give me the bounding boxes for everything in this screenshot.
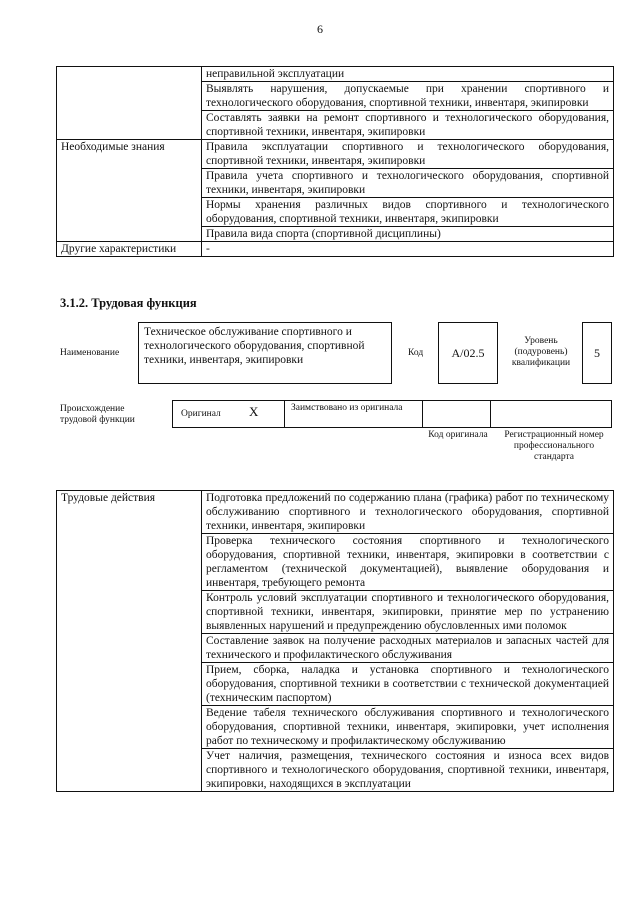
row-label-actions: Трудовые действия [57, 491, 202, 792]
table-row [57, 67, 614, 82]
original-label: Оригинал [181, 409, 221, 419]
table-row [57, 242, 614, 257]
table-cell: неправильной эксплуатации [202, 67, 614, 82]
qualification-level-box: 5 [582, 322, 612, 384]
registration-number-cell [491, 401, 611, 427]
table-cell: Составлять заявки на ремонт спортивного и технологического оборудования, спортивной техники, инвентаря, экипировки [202, 111, 614, 140]
table-row [57, 491, 614, 534]
section-title: 3.1.2. Трудовая функция [60, 296, 197, 310]
original-code-cell [423, 401, 491, 427]
borrowed-label: Заимствовано из оригинала [291, 403, 403, 413]
registration-caption: Регистрационный номер профессионального стандарта [504, 430, 604, 462]
level-label: Уровень (подуровень) квалификации [511, 336, 571, 368]
row-label [57, 67, 202, 140]
table-cell: Учет наличия, размещения, технического состояния и износа всех видов спортивного и технологического оборудования, спортивной техники, инвентаря, экипировки, находящихся в эксплуатации [202, 749, 614, 792]
table-cell: Контроль условий эксплуатации спортивного и технологического оборудования, спортивной техники, инвентаря, экипировки, принятие мер по устранению выявленных нарушений и предупреждению обусловленных ими поломок [202, 591, 614, 634]
original-code-caption: Код оригинала [428, 430, 488, 440]
table-cell: Составление заявок на получение расходных материалов и запасных частей для технического и профилактического обслуживания [202, 634, 614, 663]
table-cell: Выявлять нарушения, допускаемые при хранении спортивного и технологического оборудования, спортивной техники, инвентаря, экипировки [202, 82, 614, 111]
table-cell: Подготовка предложений по содержанию плана (графика) работ по техническому обслуживанию спортивного и технологического оборудования, спортивной техники, инвентаря, экипировки [202, 491, 614, 534]
table-cell: Правила эксплуатации спортивного и технологического оборудования, спортивной техники, инвентаря, экипировки [202, 140, 614, 169]
page-number: 6 [317, 22, 323, 36]
function-name-box: Техническое обслуживание спортивного и технологического оборудования, спортивной техники, инвентаря, экипировки [138, 322, 392, 384]
origin-row [172, 400, 612, 428]
original-mark: X [249, 404, 259, 419]
skills-knowledge-table [56, 66, 614, 257]
table-cell: Правила учета спортивного и технологического оборудования, спортивной техники, инвентаря, экипировки [202, 169, 614, 198]
name-label: Наименование [60, 348, 120, 358]
table-cell: Ведение табеля технического обслуживания спортивного и технологического оборудования, спортивной техники, инвентаря, экипировки, учет исполнения работ по техническому и профилактическому обслуживанию [202, 706, 614, 749]
original-cell [173, 401, 285, 427]
table-cell: Проверка технического состояния спортивного и технологического оборудования, спортивной техники, инвентаря, экипировки в соответствии с регламентом (технической документацией), выявление оборудования и инвентаря, требующего ремонта [202, 534, 614, 591]
origin-label: Происхождение трудовой функции [60, 404, 135, 425]
table-cell: - [202, 242, 614, 257]
table-cell: Правила вида спорта (спортивной дисциплины) [202, 227, 614, 242]
table-row [57, 140, 614, 169]
borrowed-cell [285, 401, 423, 427]
function-code-box: A/02.5 [438, 322, 498, 384]
row-label-knowledge: Необходимые знания [57, 140, 202, 242]
code-label: Код [408, 348, 424, 358]
labor-actions-table [56, 490, 614, 792]
table-cell: Прием, сборка, наладка и установка спортивного и технологического оборудования, спортивной техники в соответствии с технической документацией (техническим паспортом) [202, 663, 614, 706]
row-label-other: Другие характеристики [57, 242, 202, 257]
table-cell: Нормы хранения различных видов спортивного и технологического оборудования, спортивной техники, инвентаря, экипировки [202, 198, 614, 227]
